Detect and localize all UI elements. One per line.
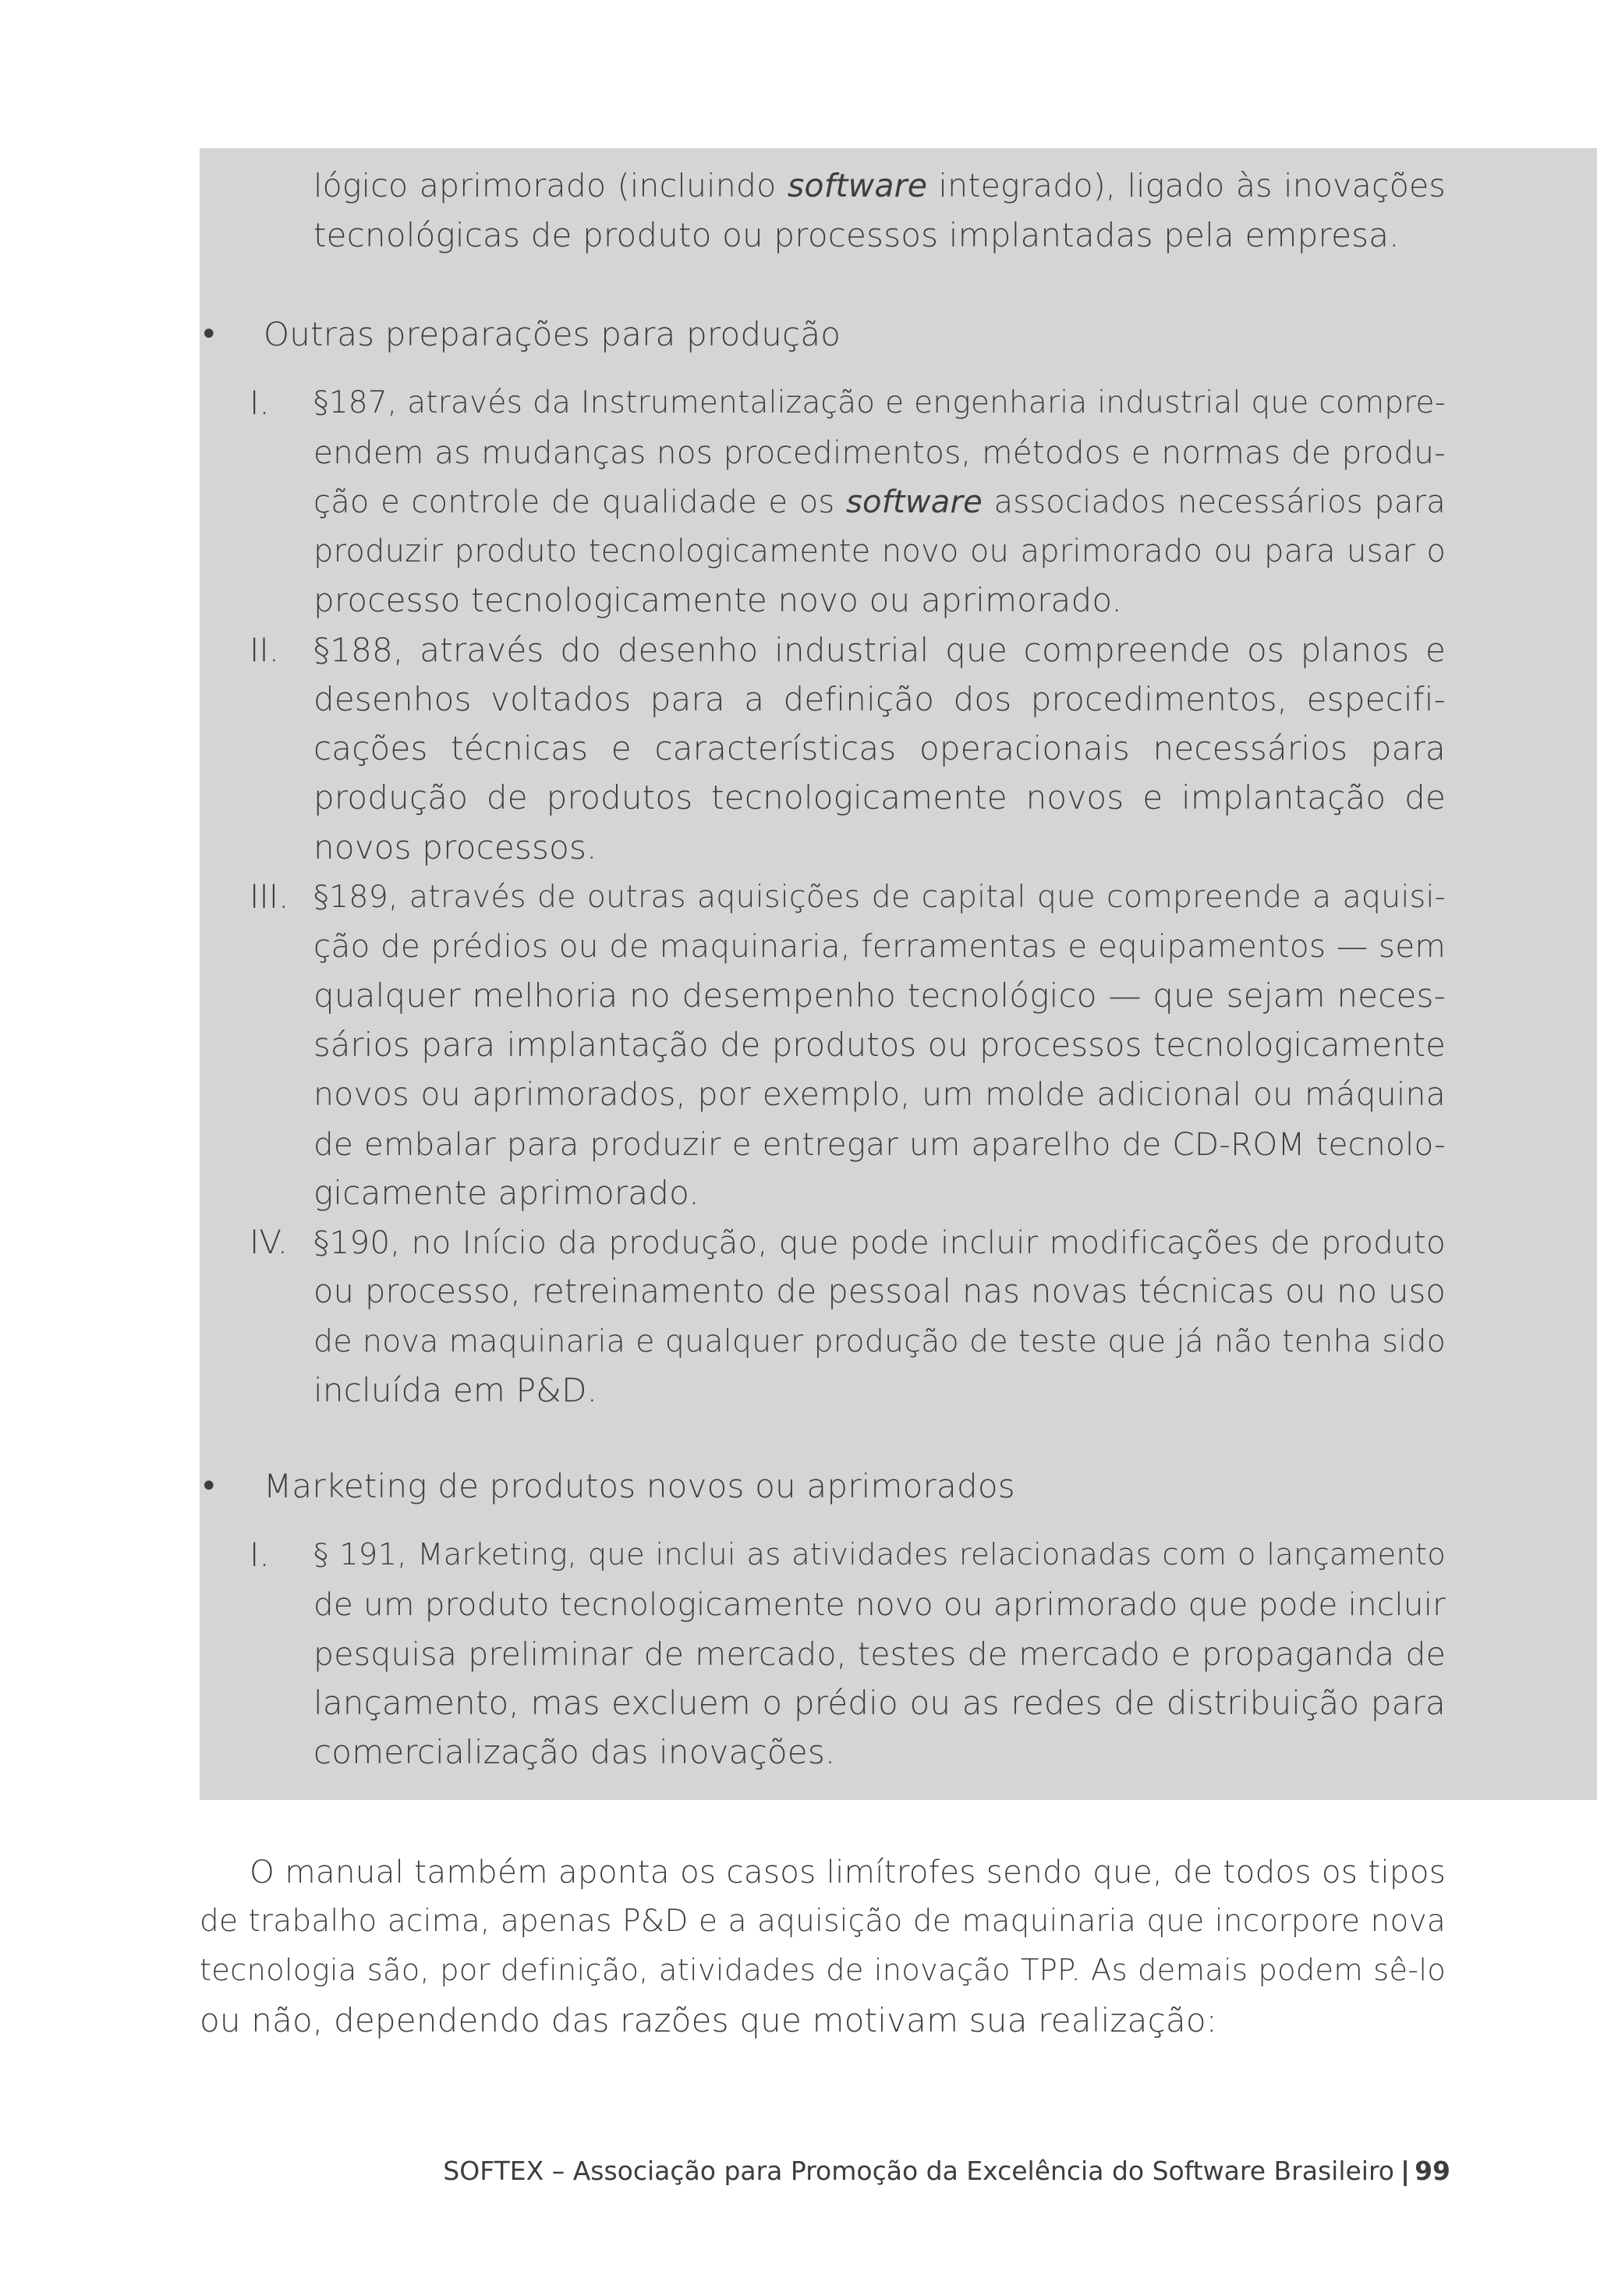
list-item-line: ção de prédios ou de maquinaria, ferramentas e equipamentos — sem [313, 927, 1446, 966]
list-item-line: §188, através do desenho industrial que compreende os planos e [313, 630, 1446, 669]
page-number: 99 [1415, 2156, 1450, 2186]
bullet-label-1: Outras preparações para produção [264, 315, 841, 353]
list-item-line: gicamente aprimorado. [313, 1173, 699, 1212]
list-item-line: §190, no Início da produção, que pode incluir modificações de produto [313, 1224, 1446, 1262]
list-item-line: de nova maquinaria e qualquer produção de teste que já não tenha sido [313, 1323, 1446, 1359]
list-item-line: de embalar para produzir e entregar um aparelho de CD-ROM tecnolo- [313, 1125, 1446, 1163]
list-item-line: § 191, Marketing, que inclui as atividades relacionadas com o lançamento [313, 1537, 1446, 1572]
paragraph-line: O manual também aponta os casos limítrofes sendo que, de todos os tipos [250, 1853, 1446, 1890]
list-item-line: cações técnicas e características operacionais necessários para [313, 729, 1446, 768]
page-footer [443, 2152, 1450, 2190]
list-item-line: ou processo, retreinamento de pessoal nas novas técnicas ou no uso [313, 1272, 1446, 1311]
list-item-line: sários para implantação de produtos ou processos tecnologicamente [313, 1025, 1446, 1064]
intro-line-2: tecnológicas de produto ou processos implantadas pela empresa. [313, 216, 1400, 254]
list-item-number: I. [250, 1536, 270, 1574]
list-item-line: lançamento, mas excluem o prédio ou as redes de distribuição para [313, 1683, 1446, 1722]
list-item-line: novos ou aprimorados, por exemplo, um molde adicional ou máquina [313, 1075, 1446, 1114]
intro-line-1: lógico aprimorado (incluindo software integrado), ligado às inovações [313, 167, 1446, 204]
list-item-line: produção de produtos tecnologicamente novos e implantação de [313, 778, 1446, 817]
list-item-line: comercialização das inovações. [313, 1733, 836, 1772]
bullet-label-2: Marketing de produtos novos ou aprimorados [264, 1467, 1015, 1505]
list-item-line: produzir produto tecnologicamente novo ou aprimorado ou para usar o [313, 533, 1446, 569]
list-item-line: endem as mudanças nos procedimentos, métodos e normas de produ- [313, 434, 1446, 472]
paragraph-line: tecnologia são, por definição, atividades de inovação TPP. As demais podem sê-lo [200, 1953, 1446, 1988]
footer-separator: | [1400, 2156, 1411, 2186]
list-item-line: incluída em P&D. [313, 1371, 598, 1409]
paragraph-line: ou não, dependendo das razões que motivam sua realização: [200, 2000, 1218, 2039]
list-item-number: IV. [250, 1223, 289, 1262]
bullet-dot-1: • [200, 317, 218, 353]
list-item-line: desenhos voltados para a definição dos procedimentos, especifi- [313, 679, 1446, 718]
list-item-line: ção e controle de qualidade e os software associados necessários para [313, 484, 1446, 520]
paragraph-line: de trabalho acima, apenas P&D e a aquisição de maquinaria que incorpore nova [200, 1903, 1446, 1939]
list-item-number: III. [250, 877, 289, 916]
list-item-line: pesquisa preliminar de mercado, testes de mercado e propaganda de [313, 1635, 1446, 1673]
bullet-dot-2: • [200, 1469, 218, 1504]
list-item-line: novos processos. [313, 827, 597, 866]
list-item-number: I. [250, 384, 270, 422]
list-item-number: II. [250, 630, 280, 669]
list-item-line: processo tecnologicamente novo ou aprimorado. [313, 581, 1123, 620]
list-item-line: de um produto tecnologicamente novo ou aprimorado que pode incluir [313, 1586, 1446, 1624]
footer-text: SOFTEX – Associação para Promoção da Excelência do Software Brasileiro [443, 2156, 1394, 2186]
list-item-line: §187, através da Instrumentalização e engenharia industrial que compre- [313, 385, 1446, 420]
list-item-line: qualquer melhoria no desempenho tecnológico — que sejam neces- [313, 976, 1446, 1015]
list-item-line: §189, através de outras aquisições de capital que compreende a aquisi- [313, 879, 1446, 915]
